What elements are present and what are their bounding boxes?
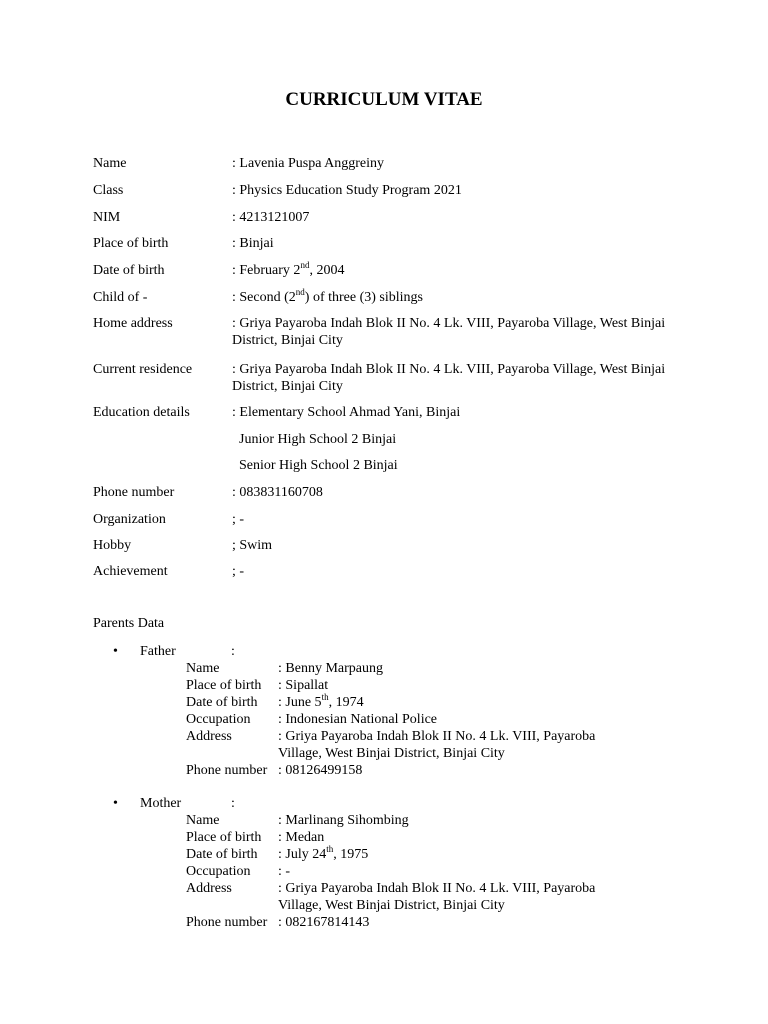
field-value: : Indonesian National Police: [278, 712, 438, 727]
field-label: Date of birth: [93, 263, 165, 278]
field-value: ; -: [232, 512, 245, 527]
parents-heading: Parents Data: [93, 616, 165, 631]
field-label: Home address: [93, 316, 173, 331]
education-item: Junior High School 2 Binjai: [239, 432, 397, 447]
field-value: : July 24th, 1975: [278, 844, 369, 862]
field-value: : Griya Payaroba Indah Blok II No. 4 Lk. VIII, Payaroba Village, West Binjai District, Binjai City: [278, 729, 596, 761]
field-value: : 08126499158: [278, 763, 363, 778]
field-value: : February 2nd, 2004: [232, 260, 345, 278]
mother-label: Mother: [140, 796, 182, 811]
education-item: Senior High School 2 Binjai: [239, 458, 398, 473]
field-label: Date of birth: [186, 847, 258, 862]
field-value: ; Swim: [232, 538, 273, 553]
field-value: : 4213121007: [232, 210, 310, 225]
field-label: NIM: [93, 210, 121, 225]
field-label: Achievement: [93, 564, 168, 579]
field-label: Occupation: [186, 712, 251, 727]
colon: :: [231, 644, 235, 659]
field-label: Phone number: [186, 763, 268, 778]
father-label: Father: [140, 644, 176, 659]
colon: :: [231, 796, 235, 811]
field-label: Place of birth: [93, 236, 169, 251]
field-value: : Physics Education Study Program 2021: [232, 183, 462, 198]
field-value: ; -: [232, 564, 245, 579]
field-value: : 082167814143: [278, 915, 370, 930]
field-label: Address: [186, 881, 232, 896]
field-value: : Sipallat: [278, 678, 329, 693]
field-label: Place of birth: [186, 678, 262, 693]
field-label: Phone number: [186, 915, 268, 930]
field-label: Place of birth: [186, 830, 262, 845]
field-value: : 083831160708: [232, 485, 323, 500]
field-label: Education details: [93, 405, 190, 420]
field-label: Address: [186, 729, 232, 744]
field-label: Name: [93, 156, 127, 171]
field-label: Name: [186, 813, 220, 828]
field-label: Class: [93, 183, 124, 198]
field-label: Hobby: [93, 538, 132, 553]
field-value: : Lavenia Puspa Anggreiny: [232, 156, 385, 171]
bullet-icon: •: [113, 644, 118, 659]
education-item: : Elementary School Ahmad Yani, Binjai: [232, 405, 461, 420]
bullet-icon: •: [113, 796, 118, 811]
field-label: Date of birth: [186, 695, 258, 710]
field-value: : Griya Payaroba Indah Blok II No. 4 Lk. VIII, Payaroba Village, West Binjai District, Binjai City: [232, 316, 666, 348]
field-value: : -: [278, 864, 291, 879]
field-label: Occupation: [186, 864, 251, 879]
field-value: : Griya Payaroba Indah Blok II No. 4 Lk. VIII, Payaroba Village, West Binjai District, Binjai City: [232, 362, 666, 394]
field-label: Phone number: [93, 485, 175, 500]
field-label: Organization: [93, 512, 166, 527]
field-value: : Medan: [278, 830, 325, 845]
field-value: : Marlinang Sihombing: [278, 813, 409, 828]
field-label: Name: [186, 661, 220, 676]
field-label: Child of -: [93, 290, 148, 305]
field-value: : Griya Payaroba Indah Blok II No. 4 Lk. VIII, Payaroba Village, West Binjai District, Binjai City: [278, 881, 596, 913]
field-value: : Benny Marpaung: [278, 661, 383, 676]
field-value: : Binjai: [232, 236, 274, 251]
field-value: : Second (2nd) of three (3) siblings: [232, 287, 423, 305]
document-title: CURRICULUM VITAE: [285, 89, 483, 110]
field-value: : June 5th, 1974: [278, 692, 364, 710]
field-label: Current residence: [93, 362, 193, 377]
